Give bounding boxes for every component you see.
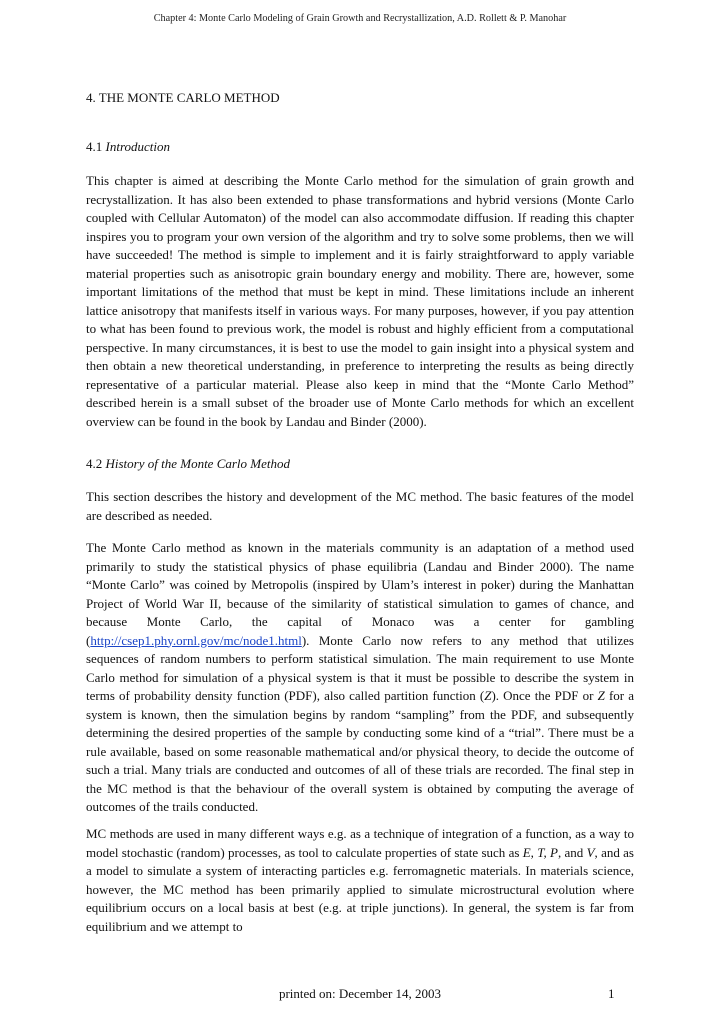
- section-heading-history: [86, 456, 290, 472]
- paragraph-history-intro: This section describes the history and development of the MC method. The basic features of the model are described as needed.: [86, 489, 634, 523]
- paragraph-introduction: This chapter is aimed at describing the Monte Carlo method for the simulation of grain growth and recrystallization. It has also been extended to phase transformations and hybrid versions (Monte Carlo coupled with Cellular Automaton) of the model can also accommodate diffusion. If reading this chapter inspires you to program your own version of the algorithm and try to solve some problems, then we will have succeeded! The method is simple to implement and it is fairly straightforward to apply variable material properties such as anisotropic grain boundary energy and mobility. There are, however, some important limitations of the method that must be kept in mind. These limitations include an inherent lattice anisotropy that manifests itself in various ways. For many purposes, however, if you pay attention to what has been found to previous work, the model is robust and highly efficient from a computational perspective. In many circumstances, it is best to use the model to gain insight into a physical system and then obtain a new theoretical understanding, in preference to interpreting the results as being directly representative of a particular material. Please also keep in mind that the “Monte Carlo Method” described herein is a small subset of the broader use of Monte Carlo methods for which an excellent overview can be found in the book by Landau and Binder (2000).: [86, 173, 634, 429]
- paragraph-mc-uses: [86, 825, 634, 936]
- text-run: for a system is known, then the simulation begins by random “sampling” from the PDF, and subsequently determining the desired properties of the sample by conducting some kind of a “trial”. There must be a rule available, based on some reasonable mathematical and/or physical theory, to decide the outcome of such a trial. Many trials are conducted and outcomes of all of these trials are recorded. The final step in the MC method is that the behaviour of the overall system is obtained by computing the average of outcomes of the trails conducted.: [86, 688, 635, 814]
- text-run: , and as a model to simulate a system of interacting particles e.g. ferromagnetic materials. In materials science, however, the MC method has been primarily applied to simulate microstructural evolution where equilibrium occurs on a local basis at best (e.g. at triple junctions). In general, the system is far from equilibrium and we attempt to: [86, 844, 634, 934]
- text-run: , and: [557, 844, 587, 860]
- section-title: History of the Monte Carlo Method: [105, 456, 291, 471]
- running-header: Chapter 4: Monte Carlo Modeling of Grain Growth and Recrystallization, A.D. Rollett & P. Manohar: [153, 13, 567, 24]
- footer-print-date: printed on: December 14, 2003: [278, 986, 442, 1001]
- text-run: ). Monte Carlo now refers to any method that utilizes sequences of random numbers to perform statistical simulation. The main requirement to use Monte Carlo method for simulation of a physical system is that it must be possible to describe the system in terms of probability density function (PDF), also called partition function (: [86, 632, 634, 703]
- variable-z: Z: [484, 688, 492, 703]
- text-run: ). Once the PDF or: [491, 688, 598, 703]
- paragraph-history-details: [86, 539, 634, 817]
- section-number: 4.2: [86, 456, 106, 471]
- section-title: Introduction: [105, 139, 171, 154]
- section-number: 4.1: [86, 139, 106, 154]
- reference-link[interactable]: http://csep1.phy.ornl.gov/mc/node1.html: [90, 632, 302, 648]
- variable-z: Z: [597, 688, 605, 703]
- chapter-title: 4. THE MONTE CARLO METHOD: [86, 90, 280, 105]
- state-variables: E, T, P: [522, 844, 558, 860]
- variable-v: V: [586, 844, 595, 860]
- text-run: MC methods are used in many different ways e.g. as a technique of integration of a function, as a way to model stochastic (random) processes, as tool to calculate properties of state such as: [86, 826, 634, 860]
- page-number: 1: [608, 986, 615, 1001]
- section-heading-introduction: [86, 139, 170, 155]
- text-run: The Monte Carlo method as known in the materials community is an adaptation of a method used primarily to study the statistical physics of phase equilibria (Landau and Binder 2000). The name “Monte Carlo” was coined by Metropolis (inspired by Ulam’s interest in poker) during the Manhattan Project of World War II, because of the similarity of statistical simulation to games of chance, and because Monte Carlo, the capital of Monaco was a center for gambling (: [86, 540, 634, 648]
